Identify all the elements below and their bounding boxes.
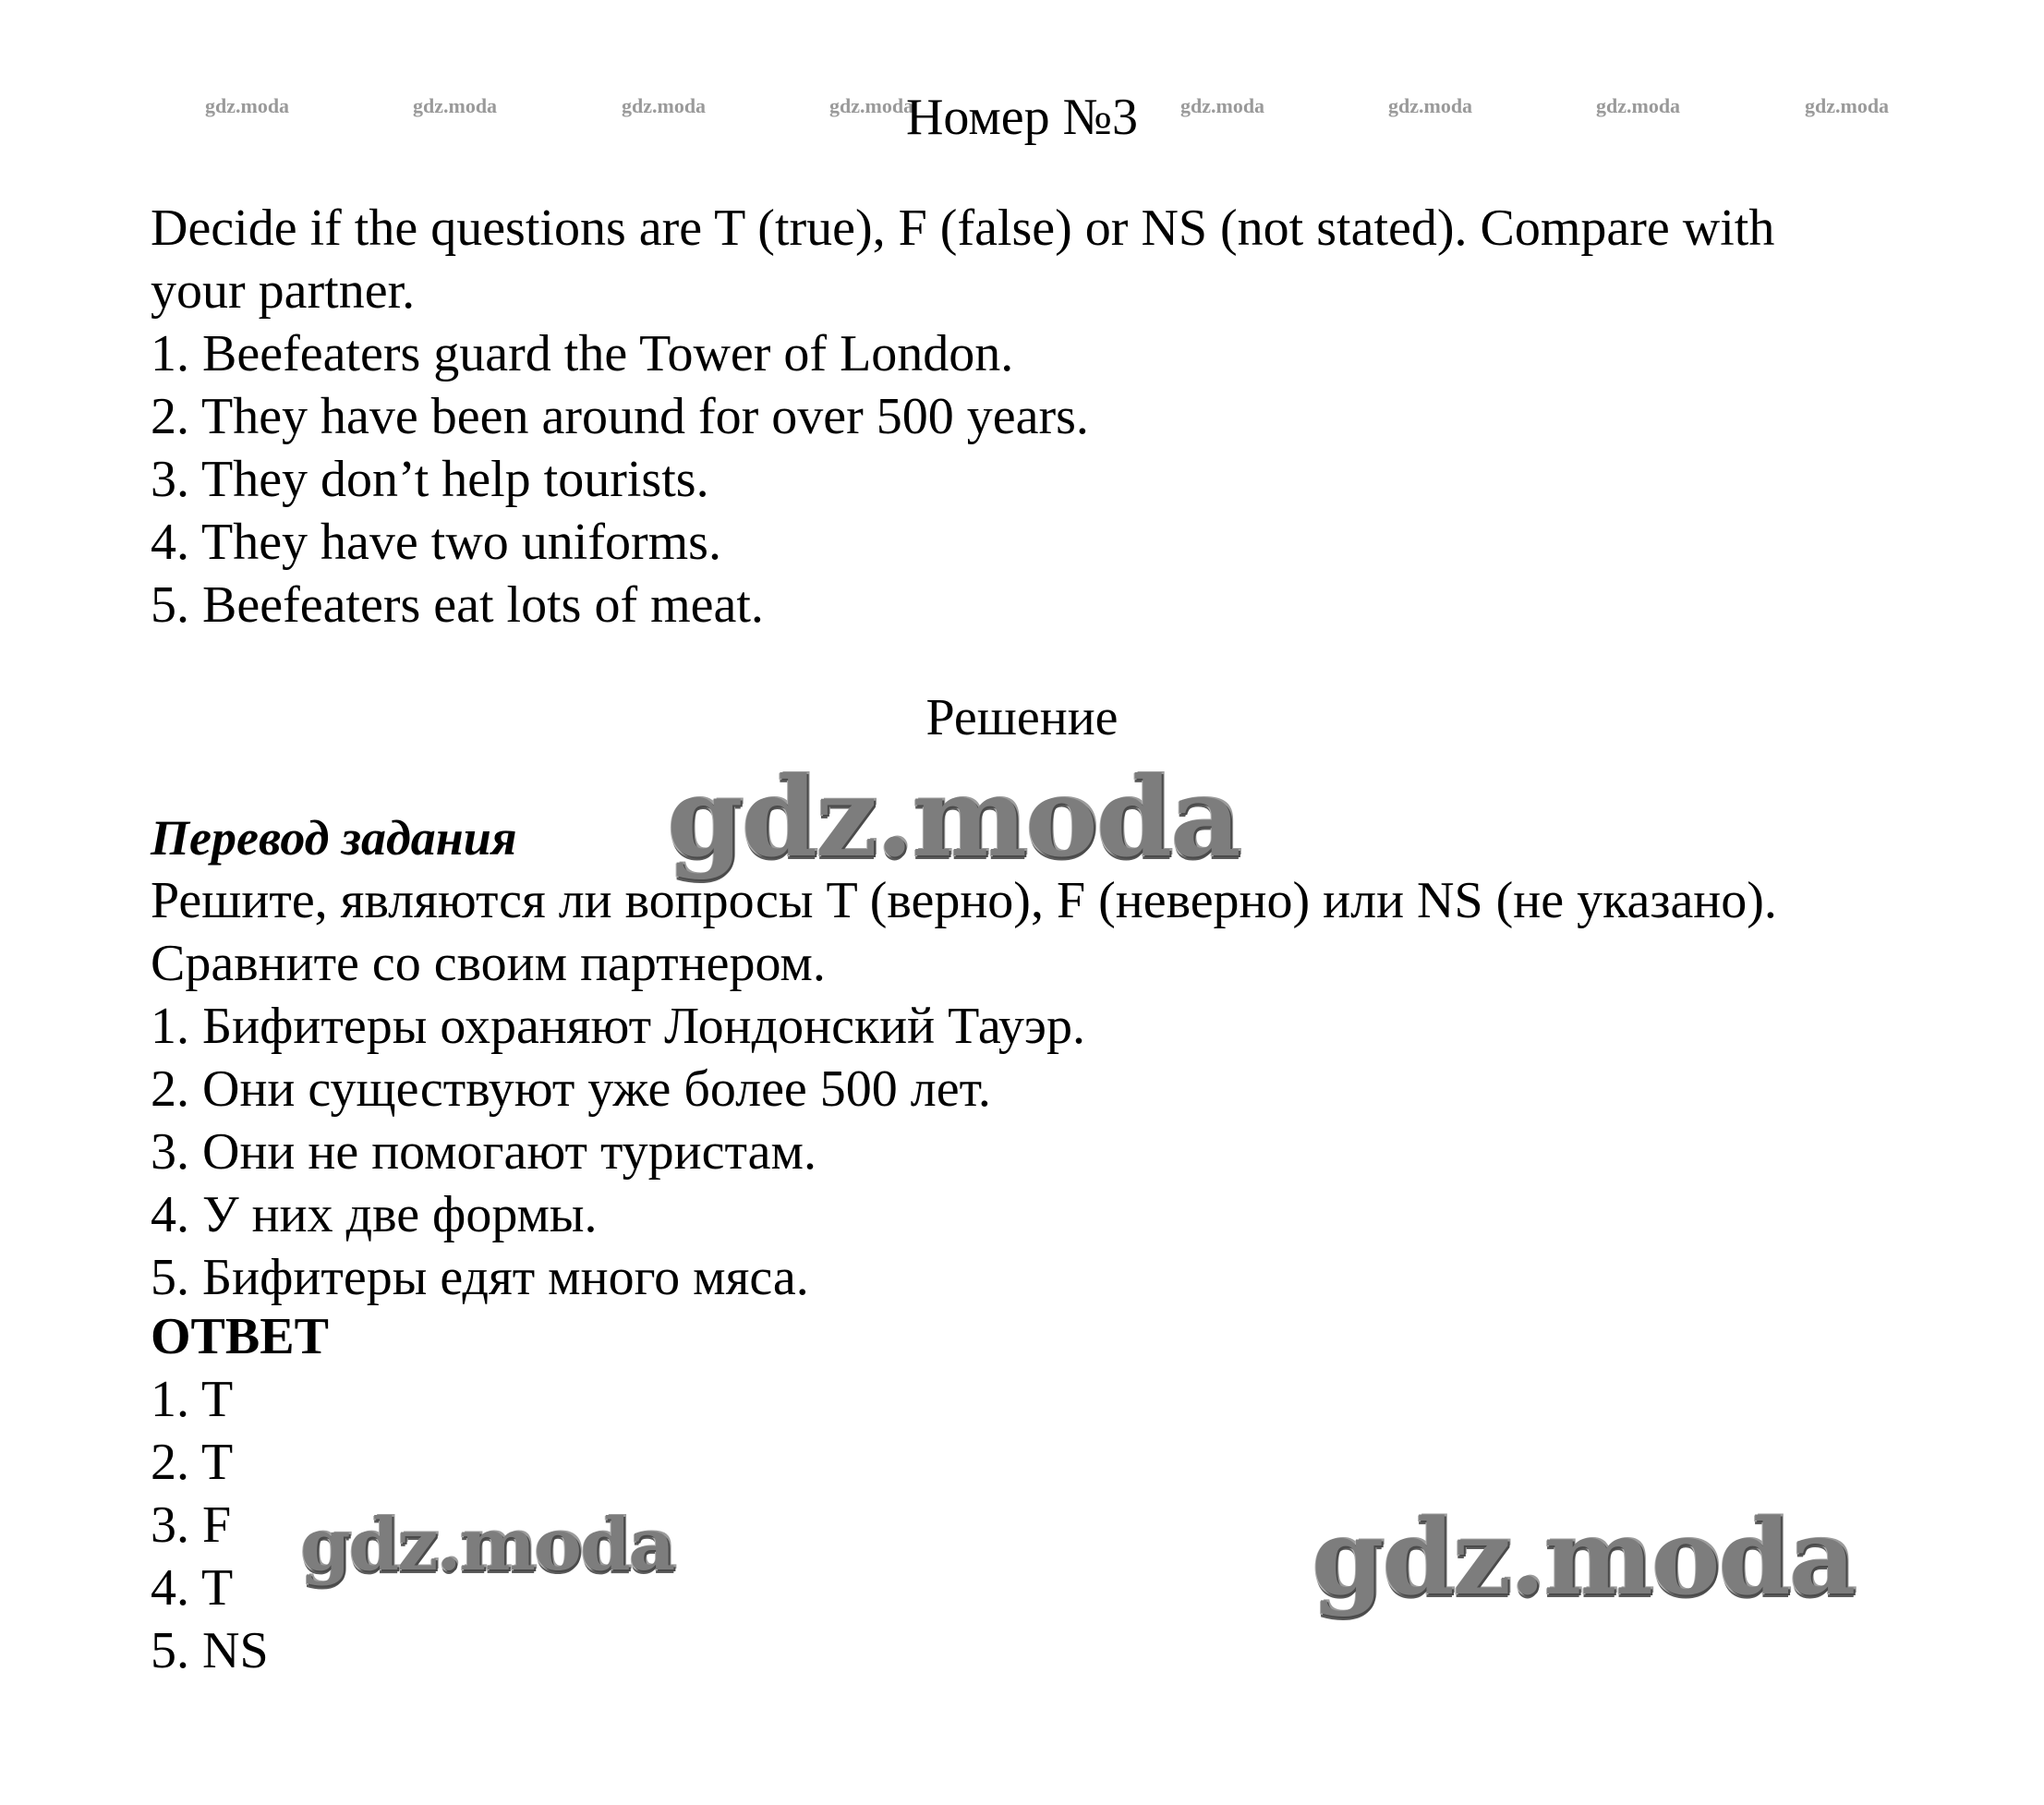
- watermark-text: gdz.moda: [413, 94, 498, 117]
- translation-item: 3. Они не помогают туристам.: [151, 1123, 816, 1181]
- watermark-text: gdz.moda: [1388, 94, 1473, 117]
- translation-line: Решите, являются ли вопросы T (верно), F (неверно) или NS (не указано).: [151, 872, 1777, 929]
- task-instruction-line: Decide if the questions are T (true), F (false) or NS (not stated). Compare with: [151, 200, 1775, 257]
- watermark-text: gdz.moda: [1180, 94, 1265, 117]
- answer-item: 2. T: [151, 1434, 234, 1491]
- watermark-text: gdz.moda: [1596, 94, 1681, 117]
- task-item: 1. Beefeaters guard the Tower of London.: [151, 325, 1014, 382]
- watermark-logo: gdz.moda: [667, 753, 1240, 881]
- translation-line: Сравните со своим партнером.: [151, 935, 826, 992]
- answer-item: 1. T: [151, 1371, 234, 1428]
- translation-item: 5. Бифитеры едят много мяса.: [151, 1249, 809, 1306]
- page-title: Номер №3: [905, 89, 1139, 146]
- translation-heading: Перевод задания: [151, 810, 517, 866]
- answer-item: 5. NS: [151, 1622, 269, 1679]
- translation-item: 2. Они существуют уже более 500 лет.: [151, 1060, 991, 1118]
- watermark-text: gdz.moda: [829, 94, 914, 117]
- watermark-text: gdz.moda: [205, 94, 290, 117]
- task-item: 2. They have been around for over 500 years.: [151, 388, 1089, 445]
- watermark-logo: gdz.moda: [1312, 1497, 1855, 1618]
- watermark-text: gdz.moda: [1805, 94, 1890, 117]
- answer-item: 3. F: [151, 1496, 232, 1554]
- solution-heading: Решение: [925, 689, 1119, 746]
- task-item: 4. They have two uniforms.: [151, 514, 721, 571]
- translation-item: 4. У них две формы.: [151, 1186, 598, 1243]
- task-item: 3. They don’t help tourists.: [151, 451, 709, 508]
- answer-heading: ОТВЕТ: [151, 1308, 329, 1365]
- watermark-logo: gdz.moda: [300, 1503, 674, 1587]
- watermark-text: gdz.moda: [622, 94, 707, 117]
- task-item: 5. Beefeaters eat lots of meat.: [151, 576, 764, 634]
- task-instruction-line: your partner.: [151, 262, 416, 320]
- answer-item: 4. T: [151, 1559, 234, 1617]
- translation-item: 1. Бифитеры охраняют Лондонский Тауэр.: [151, 998, 1085, 1055]
